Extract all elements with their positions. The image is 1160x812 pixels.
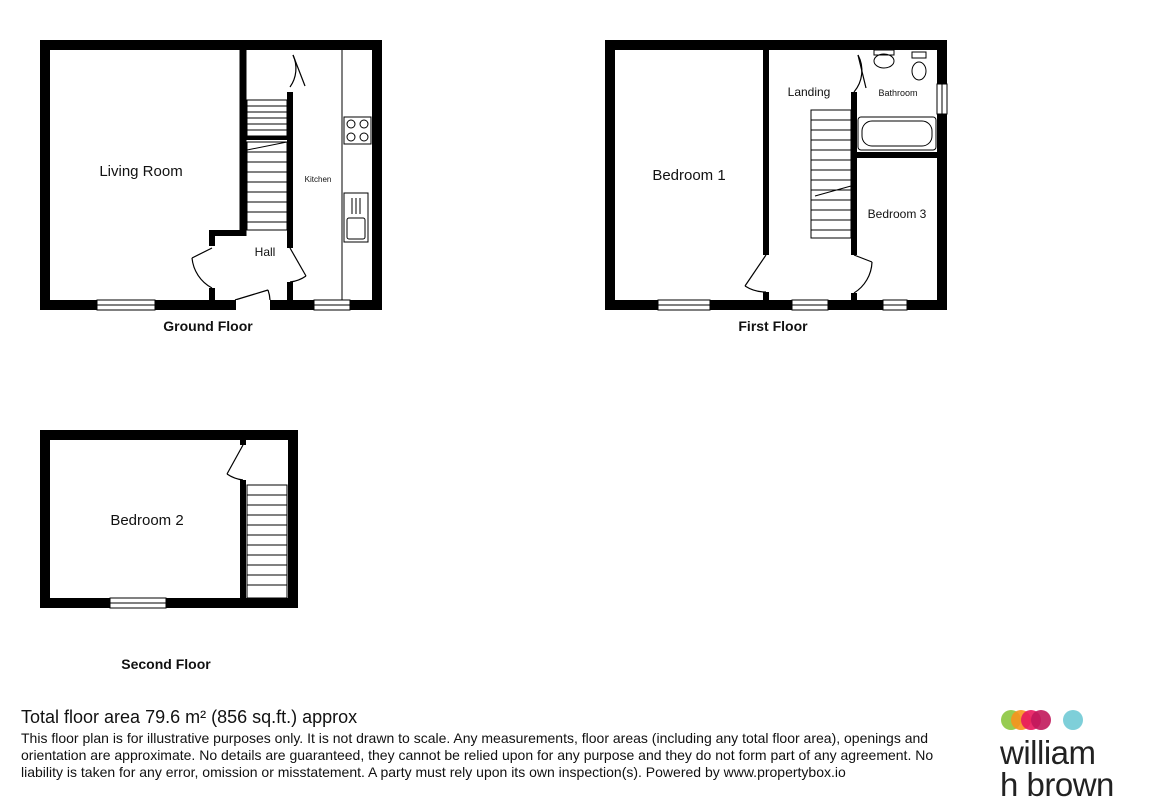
logo-dots [1000, 708, 1090, 732]
floor-label-second: Second Floor [121, 656, 211, 672]
first-windows [658, 84, 947, 310]
room-label-bedroom-1: Bedroom 1 [652, 167, 726, 184]
logo-wordmark-line2: h brown [1000, 766, 1114, 803]
total-floor-area: Total floor area 79.6 m² (856 sq.ft.) approx [21, 707, 358, 727]
ground-stairs [247, 100, 287, 230]
room-label-kitchen: Kitchen [304, 175, 332, 184]
hob-icon [344, 117, 371, 144]
floor-label-first: First Floor [738, 318, 808, 334]
toilet-icon [874, 50, 894, 68]
room-label-bedroom-3: Bedroom 3 [867, 207, 927, 221]
second-floor-plan [45, 435, 293, 672]
company-logo [1000, 708, 1130, 803]
room-label-landing: Landing [787, 85, 831, 99]
second-window [110, 598, 166, 608]
ground-floor-plan [45, 45, 377, 334]
first-floor-plan [610, 45, 947, 334]
second-stairs [247, 485, 287, 598]
second-door [227, 445, 243, 480]
room-label-living-room: Living Room [99, 163, 183, 180]
logo-wordmark-line1: william [1000, 734, 1096, 771]
basin-icon [912, 52, 926, 80]
room-label-bedroom-2: Bedroom 2 [110, 512, 184, 529]
first-stairs [811, 110, 851, 238]
floor-label-ground: Ground Floor [163, 318, 253, 334]
room-label-hall: Hall [254, 245, 276, 259]
sink-icon [344, 193, 368, 242]
room-label-bathroom: Bathroom [878, 88, 918, 98]
disclaimer-text: This floor plan is for illustrative purposes only. It is not drawn to scale. Any measurements, floor areas (including any total floor area), openings and orientation are approximate. No details are guaranteed, they cannot be relied upon for any purpose and they do not form part of any agreement. No liability is taken for any error, omission or misstatement. A party must rely upon its own inspection(s). Powered by www.propertybox.io [21, 730, 934, 780]
bathtub-icon [858, 117, 936, 150]
